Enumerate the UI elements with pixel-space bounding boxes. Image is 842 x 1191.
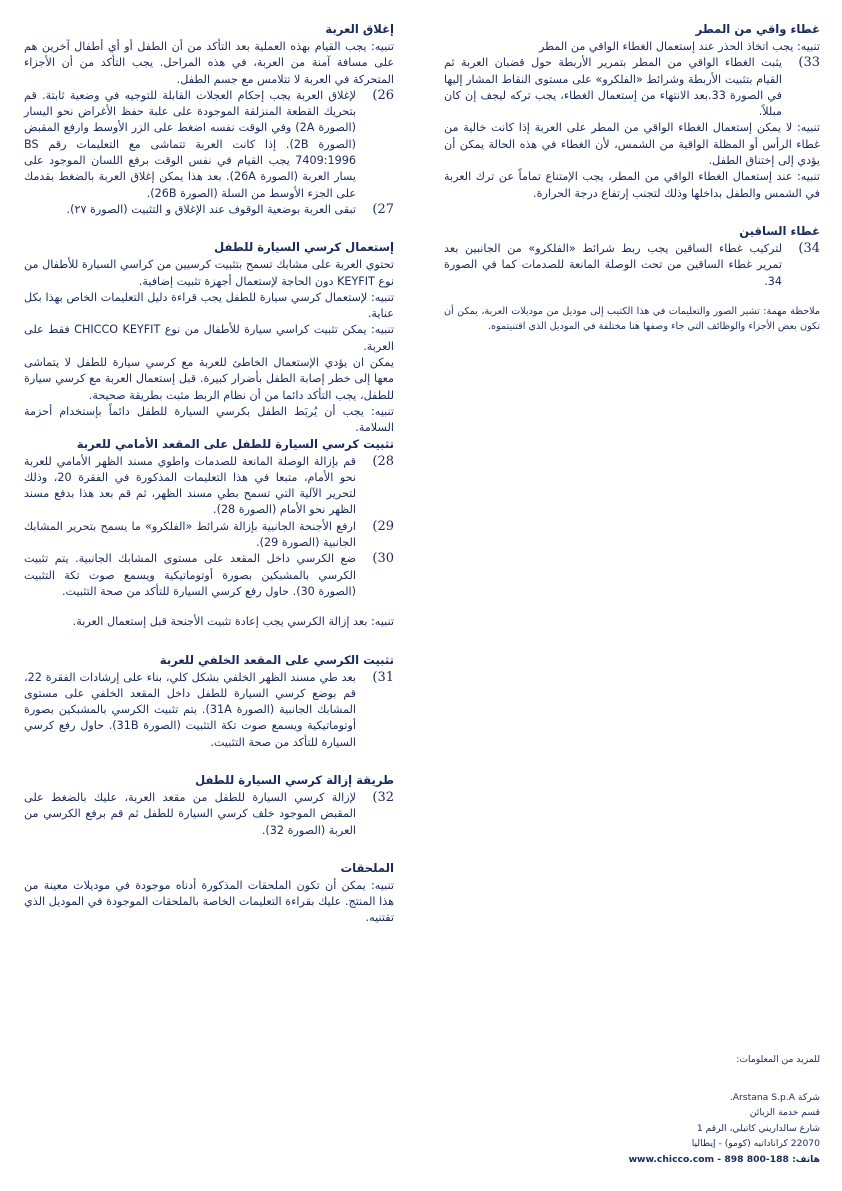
left-column: [24, 22, 394, 927]
rain-cover-heading: غطاء واقي من المطر: [695, 22, 820, 36]
front-seat-warning: تنبيه: بعد إزالة الكرسي يجب إعادة تثبيت الأجنحة قبل إستعمال العربة.: [72, 615, 394, 629]
step-28: [24, 454, 394, 519]
step-number: 26): [372, 87, 394, 103]
step-26: [24, 88, 394, 202]
step-34: [444, 241, 820, 290]
step-text: يثبت الغطاء الواقي من المطر بتمرير الأربطة حول قضبان العربة ثم القيام بتثبيت الأربطة وشرائط «الفلكرو» على مستوى النقاط المشار إليها في الصورة 33.بعد الانتهاء من إستعمال الغطاء، يجب تركه ليجف إن كان مبللاً.: [444, 56, 782, 119]
step-number: 34): [798, 240, 820, 256]
step-text: لإزالة كرسي السيارة للطفل من مقعد العربة، عليك بالضغط على المقبض الموجود خلف كرسي السيارة للطفل ثم قم برفع الكرسي من العربة (الصورة 32).: [24, 790, 356, 837]
closing-heading: إغلاق العربة: [325, 22, 394, 36]
closing-warning: تنبيه: يجب القيام بهذه العملية بعد التأكد من أن الطفل أو أي أطفال آخرين هم على مسافة آمنة من العربة، في هذه المراحل. يجب التأكد من أن الأجزاء المتحركة في العربة لا تتلامس مع جسم الطفل.: [24, 40, 394, 86]
remove-seat-heading: طريقة إزالة كرسي السيارة للطفل: [195, 772, 394, 787]
leg-cover-heading: غطاء الساقين: [739, 223, 820, 238]
right-column: [444, 22, 820, 334]
step-29: [24, 519, 394, 552]
step-32: [24, 790, 394, 839]
department: قسم خدمة الزبائن: [749, 1107, 820, 1118]
step-number: 30): [372, 551, 394, 567]
carseat-intro: تحتوي العربة على مشابك تسمح بتثبيت كرسيين من كراسي السيارة للأطفال من نوع KEYFIT دون الحاجة لإستعمال أجهزة تثبيت إضافية.: [24, 258, 394, 288]
step-number: 33): [798, 55, 820, 71]
step-27: [24, 202, 394, 218]
city-address: 22070 كراناداتيه (كومو) - إيطاليا: [691, 1138, 820, 1149]
step-31: [24, 670, 394, 751]
step-text: بعد طي مسند الظهر الخلفي بشكل كلي، بناء على إرشادات الفقرة 22، قم بوضع كرسي السيارة للطفل داخل المقعد الخلفي على مستوى المشابك الجانبية (الصورة 31A). يتم تثبيت الكرسي بالمشبكين بصورة أوتوماتيكية ويسمع صوت تكة التثبيت (الصورة 31B). حاول رفع كرسي السيارة للتأكد من صحة التثبيت.: [24, 670, 356, 749]
step-number: 32): [372, 789, 394, 805]
step-text: لإغلاق العربة يجب إحكام العجلات القابلة للتوجيه في وضعية ثابتة. قم بتحريك القطعة المنزلقة الموجودة على علبة حفظ الأغراض نحو اليسار (الصورة 2A) وفي الوقت نفسه اضغط على الزر الأوسط وارفع المقبض (الصورة 2B). إذا كانت العربة تتماشى مع التعليمات رقم BS 7409:1996 يجب القيام في نفس الوقت برفع اللسان الموجود على يسار العربة (الصورة 26A). بعد هذا يمكن إغلاق العربة بالضغط بقدمك على الجزء الأوسط من السلة (الصورة 26B).: [24, 88, 357, 200]
more-info-label: للمزيد من المعلومات:: [736, 1054, 820, 1065]
step-text: ارفع الأجنحة الجانبية بإزالة شرائط «الفلكرو» ما يسمح بتحرير المشابك الجانبية (الصورة 29).: [24, 519, 356, 550]
carseat-warning-2: تنبيه: يمكن تثبيت كراسي سيارة للأطفال من نوع CHICCO KEYFIT فقط على العربة.: [24, 323, 395, 353]
accessories-warning: تنبيه: يمكن أن تكون الملحقات المذكورة أدناه موجودة في موديلات معينة من هذا المنتج. عليك بقراءة التعليمات الخاصة بالملحقات الموجودة في الموديل الذي تقتنيه.: [24, 878, 394, 925]
front-seat-heading: تثبيت كرسي السيارة للطفل على المقعد الأمامي للعربة: [76, 436, 394, 451]
company-name: شركة Arstana S.p.A.: [729, 1091, 820, 1103]
step-text: ضع الكرسي داخل المقعد على مستوى المشابك الجانبية. يتم تثبيت الكرسي بالمشبكين بصورة أوتوماتيكية ويسمع صوت تكة التثبيت (الصورة 30). حاول رفع كرسي السيارة للتأكد من صحة التثبيت.: [24, 552, 356, 598]
contact-info: [560, 1052, 820, 1167]
street-address: شارع سالداريني كاتيلي، الرقم 1: [696, 1122, 820, 1134]
step-number: 31): [372, 669, 394, 685]
carseat-warning-3: تنبيه: يجب أن يُربَط الطفل بكرسي السيارة للطفل دائماً بإستخدام أحزمة السلامة.: [24, 404, 394, 435]
rain-warning-3: تنبيه: عند إستعمال الغطاء الواقي من المطر، يجب الإمتناع تماماً عن ترك العربة في الشمس والطفل بداخلها وذلك لتجنب إرتفاع درجة الحرارة.: [444, 170, 820, 200]
important-note: ملاحظة مهمة: تشير الصور والتعليمات في هذا الكتيب إلى موديل من موديلات العربة، يمكن أن تكون بعض الأجزاء والوظائف التي جاء وصفها هنا مختلفة في الموديل الذي اقتنيتموه.: [444, 305, 820, 332]
accessories-heading: الملحقات: [340, 860, 394, 875]
rain-warning-2: تنبيه: لا يمكن إستعمال الغطاء الواقي من المطر على العربة إذا كانت خالية من غطاء الرأس أو المظلة الواقية من الشمس، لأن الغطاء في هذه الحالة يمكن أن يؤدي إلى إختناق الطفل.: [444, 121, 820, 168]
step-text: قم بإزالة الوصلة المانعة للصدمات واطوي مسند الظهر الأمامي للعربة نحو الأمام، متبعا في هذا التعليمات المذكورة في الفقرة 20، وذلك لتحرير الآلية التي تسمح بطي مسند الظهر، ثم قم بعد هذا بدفع مسند الظهر نحو الأمام (الصورة 28).: [24, 454, 356, 517]
rear-seat-heading: تثبيت الكرسي على المقعد الخلفي للعربة: [159, 652, 394, 667]
step-number: 27): [372, 201, 394, 217]
carseat-warning-1: تنبيه: لإستعمال كرسي سيارة للطفل يجب قراءة دليل التعليمات الخاص بهذا بكل عناية.: [24, 290, 394, 321]
step-text: لتركيب غطاء الساقين يجب ربط شرائط «الفلكرو» من الجانبين بعد تمرير غطاء الساقين من تحت الوصلة المانعة للصدمات كما في الصورة 34.: [444, 241, 782, 288]
step-text: تبقى العربة بوضعية الوقوف عند الإغلاق و التثبيت (الصورة ٢٧).: [66, 202, 356, 216]
carseat-heading: إستعمال كرسي السيارة للطفل: [214, 240, 394, 255]
step-33: [444, 55, 820, 120]
phone-website: هاتف: 188-800 898 - www.chicco.com: [628, 1153, 820, 1165]
step-number: 28): [372, 453, 394, 469]
step-30: [24, 551, 394, 600]
rain-warning-1: تنبيه: يجب اتخاذ الحذر عند إستعمال الغطاء الواقي من المطر: [538, 40, 820, 53]
step-number: 29): [372, 518, 394, 534]
carseat-misuse-text: يمكن ان يؤدي الإستعمال الخاطئ للعربة مع كرسي سيارة للطفل لا يتماشى معها إلى خطر إصابة الطفل بأضرار كبيرة. قبل إستعمال العربة مع كرسي سيارة للطفل، يجب التأكد دائما من أن نظام الربط مثبت بطريقة صحيحة.: [24, 356, 394, 402]
